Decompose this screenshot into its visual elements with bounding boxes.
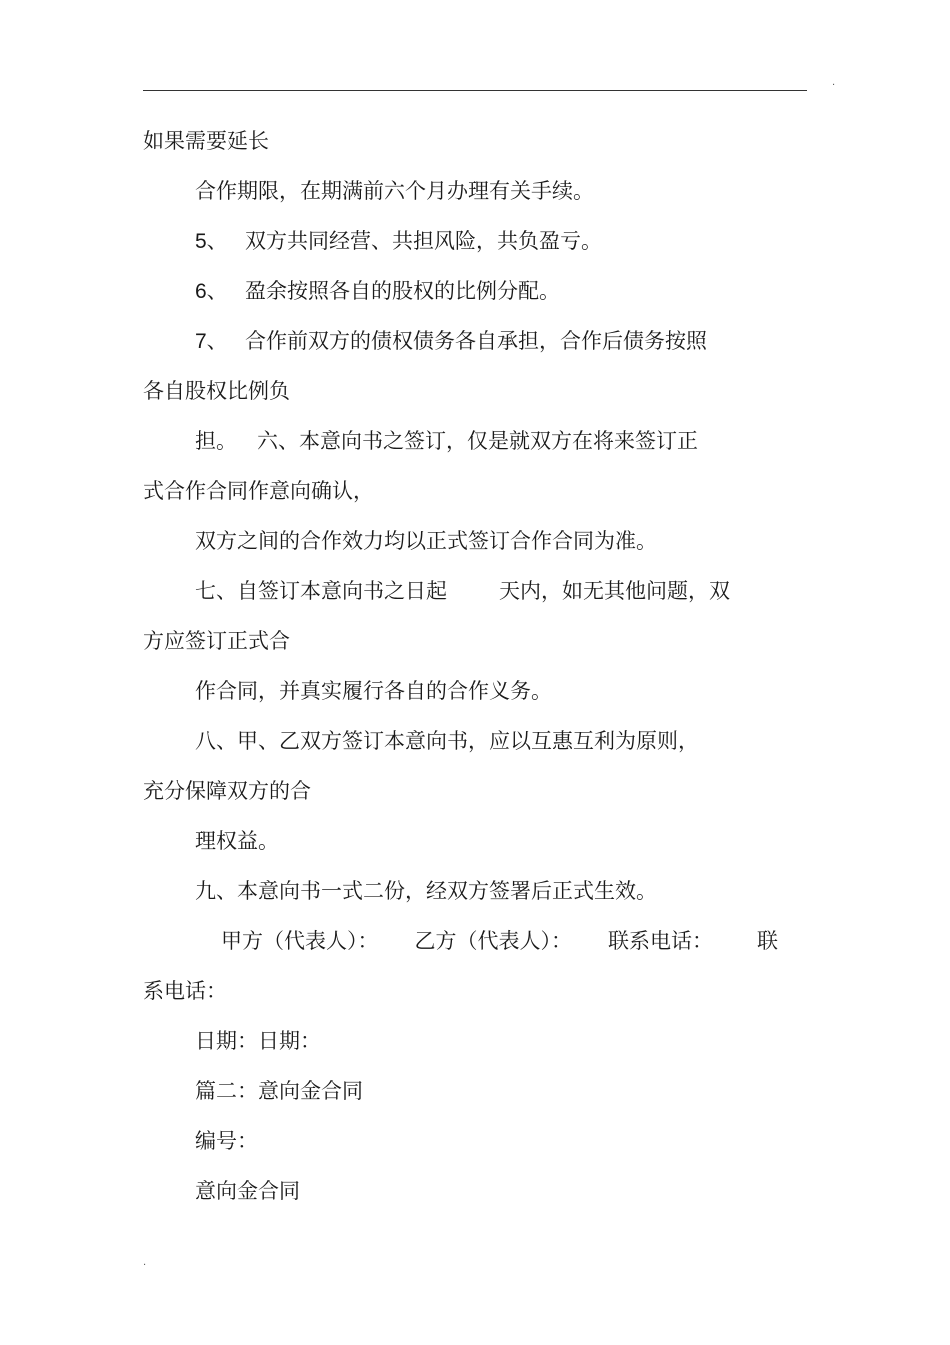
item-number: 7、	[195, 330, 228, 353]
text-segment: 联	[757, 929, 778, 953]
text-line: 作合同，并真实履行各自的合作义务。	[195, 679, 552, 703]
phone-label: 联系电话：	[608, 929, 713, 953]
text-line: 如果需要延长	[143, 129, 269, 153]
text-line: 担。 六、本意向书之签订，仅是就双方在将来签订正	[195, 429, 699, 453]
text-line: 九、本意向书一式二份，经双方签署后正式生效。	[195, 879, 657, 903]
item-text: 双方共同经营、共担风险，共负盈亏。	[245, 229, 602, 253]
number-field: 编号：	[195, 1129, 258, 1153]
text-line: 方应签订正式合	[143, 629, 290, 653]
text-segment: 天内，如无其他问题，双	[499, 579, 730, 603]
signature-line	[221, 927, 778, 955]
text-segment: 七、自签订本意向书之日起	[195, 579, 447, 603]
text-line: 合作期限，在期满前六个月办理有关手续。	[195, 179, 594, 203]
party-a-label: 甲方（代表人）：	[221, 929, 379, 953]
item-text: 盈余按照各自的股权的比例分配。	[245, 279, 560, 303]
footer-mark: .	[143, 1257, 147, 1268]
numbered-item	[195, 277, 560, 306]
numbered-item	[195, 327, 707, 356]
text-line: 八、甲、乙双方签订本意向书，应以互惠互利为原则，	[195, 729, 699, 753]
numbered-item	[195, 227, 602, 256]
party-b-label: 乙方（代表人）：	[414, 929, 572, 953]
text-line: 系电话：	[143, 979, 227, 1003]
text-line: 理权益。	[195, 829, 279, 853]
item-number: 5、	[195, 230, 228, 253]
text-line: 充分保障双方的合	[143, 779, 311, 803]
header-rule	[143, 90, 807, 91]
item-number: 6、	[195, 280, 228, 303]
text-line: 双方之间的合作效力均以正式签订合作合同为准。	[195, 529, 657, 553]
doc-title: 意向金合同	[195, 1179, 300, 1203]
date-line: 日期：日期：	[195, 1029, 321, 1053]
text-line: 各自股权比例负	[143, 379, 290, 403]
corner-mark: .	[832, 77, 836, 88]
section-title: 篇二：意向金合同	[195, 1079, 363, 1103]
text-line	[195, 577, 730, 605]
item-text: 合作前双方的债权债务各自承担，合作后债务按照	[245, 329, 707, 353]
text-line: 式合作合同作意向确认，	[143, 479, 374, 503]
